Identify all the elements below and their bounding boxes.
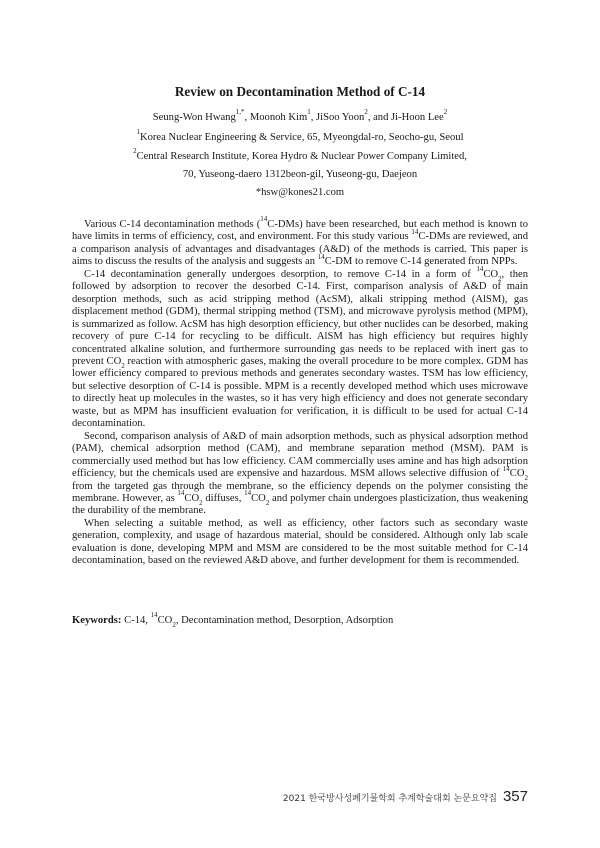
corresponding-email: *hsw@kones21.com bbox=[255, 187, 345, 198]
abstract-body bbox=[72, 215, 528, 568]
affiliation-text: Central Research Institute, Korea Hydro & Nuclear Power Company Limited, bbox=[136, 151, 467, 162]
author-affiliation-mark: 1, bbox=[235, 108, 242, 117]
affiliation-1 bbox=[0, 128, 600, 144]
affiliation-number: 2 bbox=[133, 147, 137, 156]
corresponding-author-mark: * bbox=[241, 108, 245, 117]
keywords-line: Keywords: C-14, $^{14}CO_2$, Decontamination method, Desorption, Adsorption bbox=[72, 611, 394, 630]
affiliation-number: 1 bbox=[136, 128, 140, 137]
author-name: JiSoo Yoon bbox=[316, 112, 365, 123]
paper-title: Review on Decontamination Method of C-14 bbox=[174, 84, 426, 99]
keywords-label: Keywords: bbox=[72, 615, 122, 626]
author-name: Seung-Won Hwang bbox=[152, 112, 236, 123]
affiliation-2 bbox=[0, 147, 600, 163]
author-affiliation-mark: 1 bbox=[307, 108, 311, 117]
author-affiliation-mark: 2 bbox=[443, 108, 448, 117]
page-footer bbox=[283, 788, 528, 805]
affiliation-2-address: 70, Yuseong-daero 1312beon-gil, Yuseong-gu, Daejeon bbox=[182, 169, 418, 180]
paragraph-2: C-14 decontamination generally undergoes desorption, to remove C-14 in a form of $^{14}CO_2$, then followed by adsorption to recover the desorbed C-14. First, comparison analysis of A&D of main desorption methods, such as acid stripping method (AcSM), alkali stripping method (AlSM), gas displacement method (GDM), thermal stripping method (TSM), and microwave pyrolysis method (MPM), is summarized as follow. AcSM has high desorption efficiency, but other nuclides can be desorbed, making recovery of pure C-14 for recycling to be difficult. AlSM has high efficiency but requires highly concentrated alkaline solution, and furthermore surrounding gas needs to be replaced with inert gas to prevent $CO_2$ reaction with atmospheric gases, making the overall procedure to be more complex. GDM has lower efficiency compared to previous methods and generates secondary wastes. TSM has low efficiency, but selective desorption of C-14 is possible. MPM is a recently developed method which uses microwave to directly heat up molecules in the wastes, so it has very high efficiency and does not generate secondary waste, but as MPM has insufficient evaluation for verification, it is difficult to be used for actual C-14 decontamination. bbox=[72, 265, 528, 430]
page-number: 357 bbox=[502, 788, 528, 805]
author-name: Moonoh Kim bbox=[249, 112, 308, 123]
author-name: and Ji-Hoon Lee bbox=[373, 112, 444, 123]
paragraph-4: When selecting a suitable method, as well as efficiency, other factors such as secondary waste generation, complexity, and usage of hazardous material, should be considered. Although only lab scale evaluation is done, developing MPM and MSM are considered to be the most suitable method for C-14 decontamination, based on the reviewed A&D above, and further development for them is recommended. bbox=[72, 517, 528, 567]
paragraph-3: Second, comparison analysis of A&D of main adsorption methods, such as physical adsorption method (PAM), chemical adsorption method (CAM), and membrane separation method (MSM). PAM is commercially used method but has low efficiency. CAM commercially uses amine and has high adsorption efficiency, but the chemicals used are expensive and hazardous. MSM allows selective diffusion of $^{14}CO_2$ from the targeted gas through the membrane, so the efficiency depends on the polymer consisting the membrane. However, as $^{14}CO_2$ diffuses, $^{14}CO_2$ and polymer chain undergoes plasticization, thus weakening the durability of the membrane. bbox=[72, 430, 528, 517]
footer-proceedings-title: 2021 한국방사성폐기물학회 추계학술대회 논문요약집 bbox=[282, 794, 497, 804]
affiliation-text: Korea Nuclear Engineering & Service, 65, Myeongdal-ro, Seocho-gu, Seoul bbox=[139, 132, 464, 143]
author-affiliation-mark: 2 bbox=[364, 108, 368, 117]
paragraph-1: Various C-14 decontamination methods ($^{14}$C-DMs) have been researched, but each method is known to have limits in terms of efficiency, cost, and environment. For this study various $^{14}$C-DMs are reviewed, and a comparison analysis of advantages and disadvantages (A&D) of the methods is carried. This paper is aims to discuss the results of the analysis and suggests an $^{14}$C-DM to remove C-14 generated from NPPs. bbox=[72, 215, 528, 268]
author-list: Seung-Won Hwang$^{1,*}$, Moonoh Kim$^1$, JiSoo Yoon$^2$, and Ji-Hoon Lee$^2$ bbox=[152, 108, 448, 123]
